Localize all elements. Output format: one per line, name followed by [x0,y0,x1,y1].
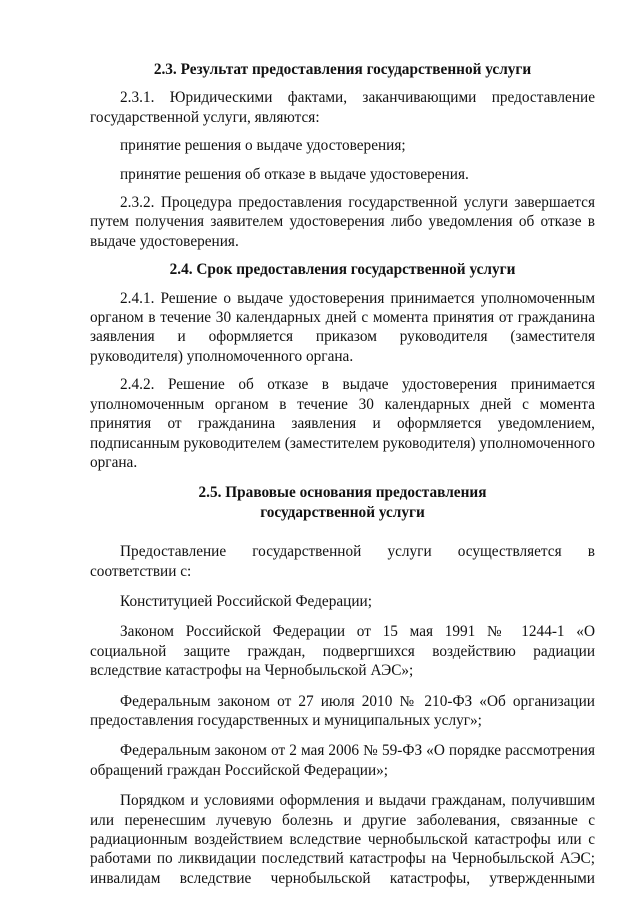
paragraph-2-4-1: 2.4.1. Решение о выдаче удостоверения принимается уполномоченным органом в течение 30 календарных дней с момента принятия от гражданина заявления и оформляется приказом руководителя (заместителя руководителя) уполномоченного органа. [90,289,595,365]
paragraph-law-1244-1: Законом Российской Федерации от 15 мая 1991 № 1244-1 «О социальной защите граждан, подвергшихся воздействию радиации вследствие катастрофы на Чернобыльской АЭС»; [90,623,595,680]
paragraph-decision-refusal: принятие решения об отказе в выдаче удостоверения. [120,165,469,183]
paragraph-constitution: Конституцией Российской Федерации; [120,592,372,610]
paragraph-decision-issue: принятие решения о выдаче удостоверения; [120,137,406,155]
paragraph-2-3-2: 2.3.2. Процедура предоставления государственной услуги завершается путем получения заявителем удостоверения либо уведомления об отказе в выдаче удостоверения. [90,194,595,250]
section-2-4-heading: 2.4. Срок предоставления государственной услуги [169,261,516,279]
paragraph-law-59-fz: Федеральным законом от 2 мая 2006 № 59-ФЗ «О порядке рассмотрения обращений граждан Российской Федерации»; [90,742,595,779]
document-page [90,60,595,888]
paragraph-2-5-intro: Предоставление государственной услуги осуществляется в соответствии с: [90,543,595,580]
paragraph-law-210-fz: Федеральным законом от 27 июля 2010 № 210-ФЗ «Об организации предоставления государственных и муниципальных услуг»; [90,692,595,729]
paragraph-2-4-2: 2.4.2. Решение об отказе в выдаче удостоверения принимается уполномоченным органом в течение 30 календарных дней с момента принятия от гражданина заявления и оформляется уведомлением, подписанным руководителем (заместителем руководителя) уполномоченного органа. [90,376,595,471]
paragraph-procedure: Порядком и условиями оформления и выдачи гражданам, получившим или перенесшим лучевую болезнь и другие заболевания, связанные с радиационным воздействием вследствие чернобыльской катастрофы или с работами по ликвидации последствий катастрофы на Чернобыльской АЭС; инвалидам вследствие чернобыльской катастрофы, утвержденными [90,792,595,887]
paragraph-2-3-1: 2.3.1. Юридическими фактами, заканчивающими предоставление государственной услуги, являются: [90,89,595,126]
section-2-5-heading-line2: государственной услуги [260,503,425,521]
section-2-5-heading-line1: 2.5. Правовые основания предоставления [198,484,487,502]
section-2-3-heading: 2.3. Результат предоставления государственной услуги [153,61,532,78]
